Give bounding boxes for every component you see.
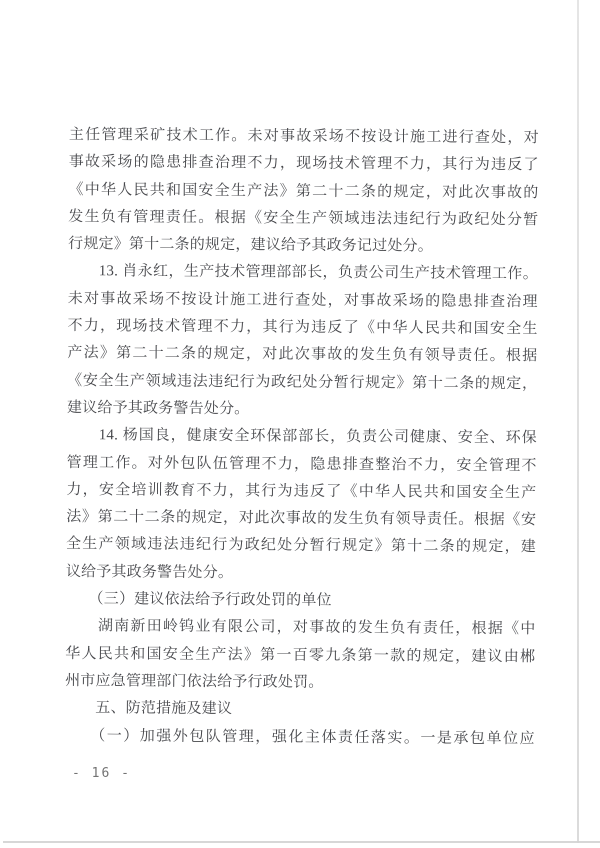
text-line: 力，安全培训教育不力，其行为违反了《中华人民共和国安全生产 <box>66 481 537 502</box>
text-line: 建议给予其政务警告处分。 <box>66 399 250 418</box>
text-line: 管理工作。对外包队伍管理不力，隐患排查整治不力，安全管理不 <box>66 454 537 474</box>
scan-bottom-edge-line <box>3 841 600 843</box>
page-number: - 16 - <box>72 766 131 781</box>
text-line: 13. 肖永红，生产技术管理部部长，负责公司生产技术管理工作。 <box>67 263 539 283</box>
scan-right-edge-line <box>577 0 579 843</box>
text-line: 《中华人民共和国安全生产法》第二十二条的规定，对此次事故的 <box>68 181 539 201</box>
text-line: 湖南新田岭钨业有限公司，对事故的发生负有责任，根据《中 <box>65 618 536 638</box>
text-line: 发生负有管理责任。根据《安全生产领域违法违纪行为政纪处分暂 <box>68 208 539 229</box>
text-line: 14. 杨国良，健康安全环保部部长，负责公司健康、安全、环保 <box>66 427 537 447</box>
text-line: 《安全生产领域违法违纪行为政纪处分暂行规定》第十二条的规定， <box>67 372 538 392</box>
text-line: （一）加强外包队管理，强化主体责任落实。一是承包单位应 <box>64 727 535 747</box>
text-line: 华人民共和国安全生产法》第一百零九条第一款的规定，建议由郴 <box>65 645 536 665</box>
text-line: 议给予其政务警告处分。 <box>65 563 234 581</box>
document-text-block <box>65 122 539 753</box>
text-line: 未对事故采场不按设计施工进行查处，对事故采场的隐患排查治理 <box>67 290 538 311</box>
text-line: 产法》第二十二条的规定，对此次事故的发生负有领导责任。根据 <box>67 345 538 365</box>
text-line: 州市应急管理部门依法给予行政处罚。 <box>65 672 324 691</box>
text-line: 五、防范措施及建议 <box>64 700 233 718</box>
text-line: 不力，现场技术管理不力，其行为违反了《中华人民共和国安全生 <box>67 318 538 338</box>
text-line: 事故采场的隐患排查治理不力，现场技术管理不力，其行为违反了 <box>68 154 539 174</box>
text-line: 法》第二十二条的规定，对此次事故的发生负有领导责任。根据《安 <box>66 509 537 529</box>
text-line: 全生产领域违法违纪行为政纪处分暂行规定》第十二条的规定，建 <box>65 536 537 556</box>
text-line: 主任管理采矿技术工作。未对事故采场不按设计施工进行查处，对 <box>68 126 539 147</box>
text-line: 行规定》第十二条的规定，建议给予其政务记过处分。 <box>68 236 434 255</box>
text-line: （三）建议依法给予行政处罚的单位 <box>65 591 332 609</box>
